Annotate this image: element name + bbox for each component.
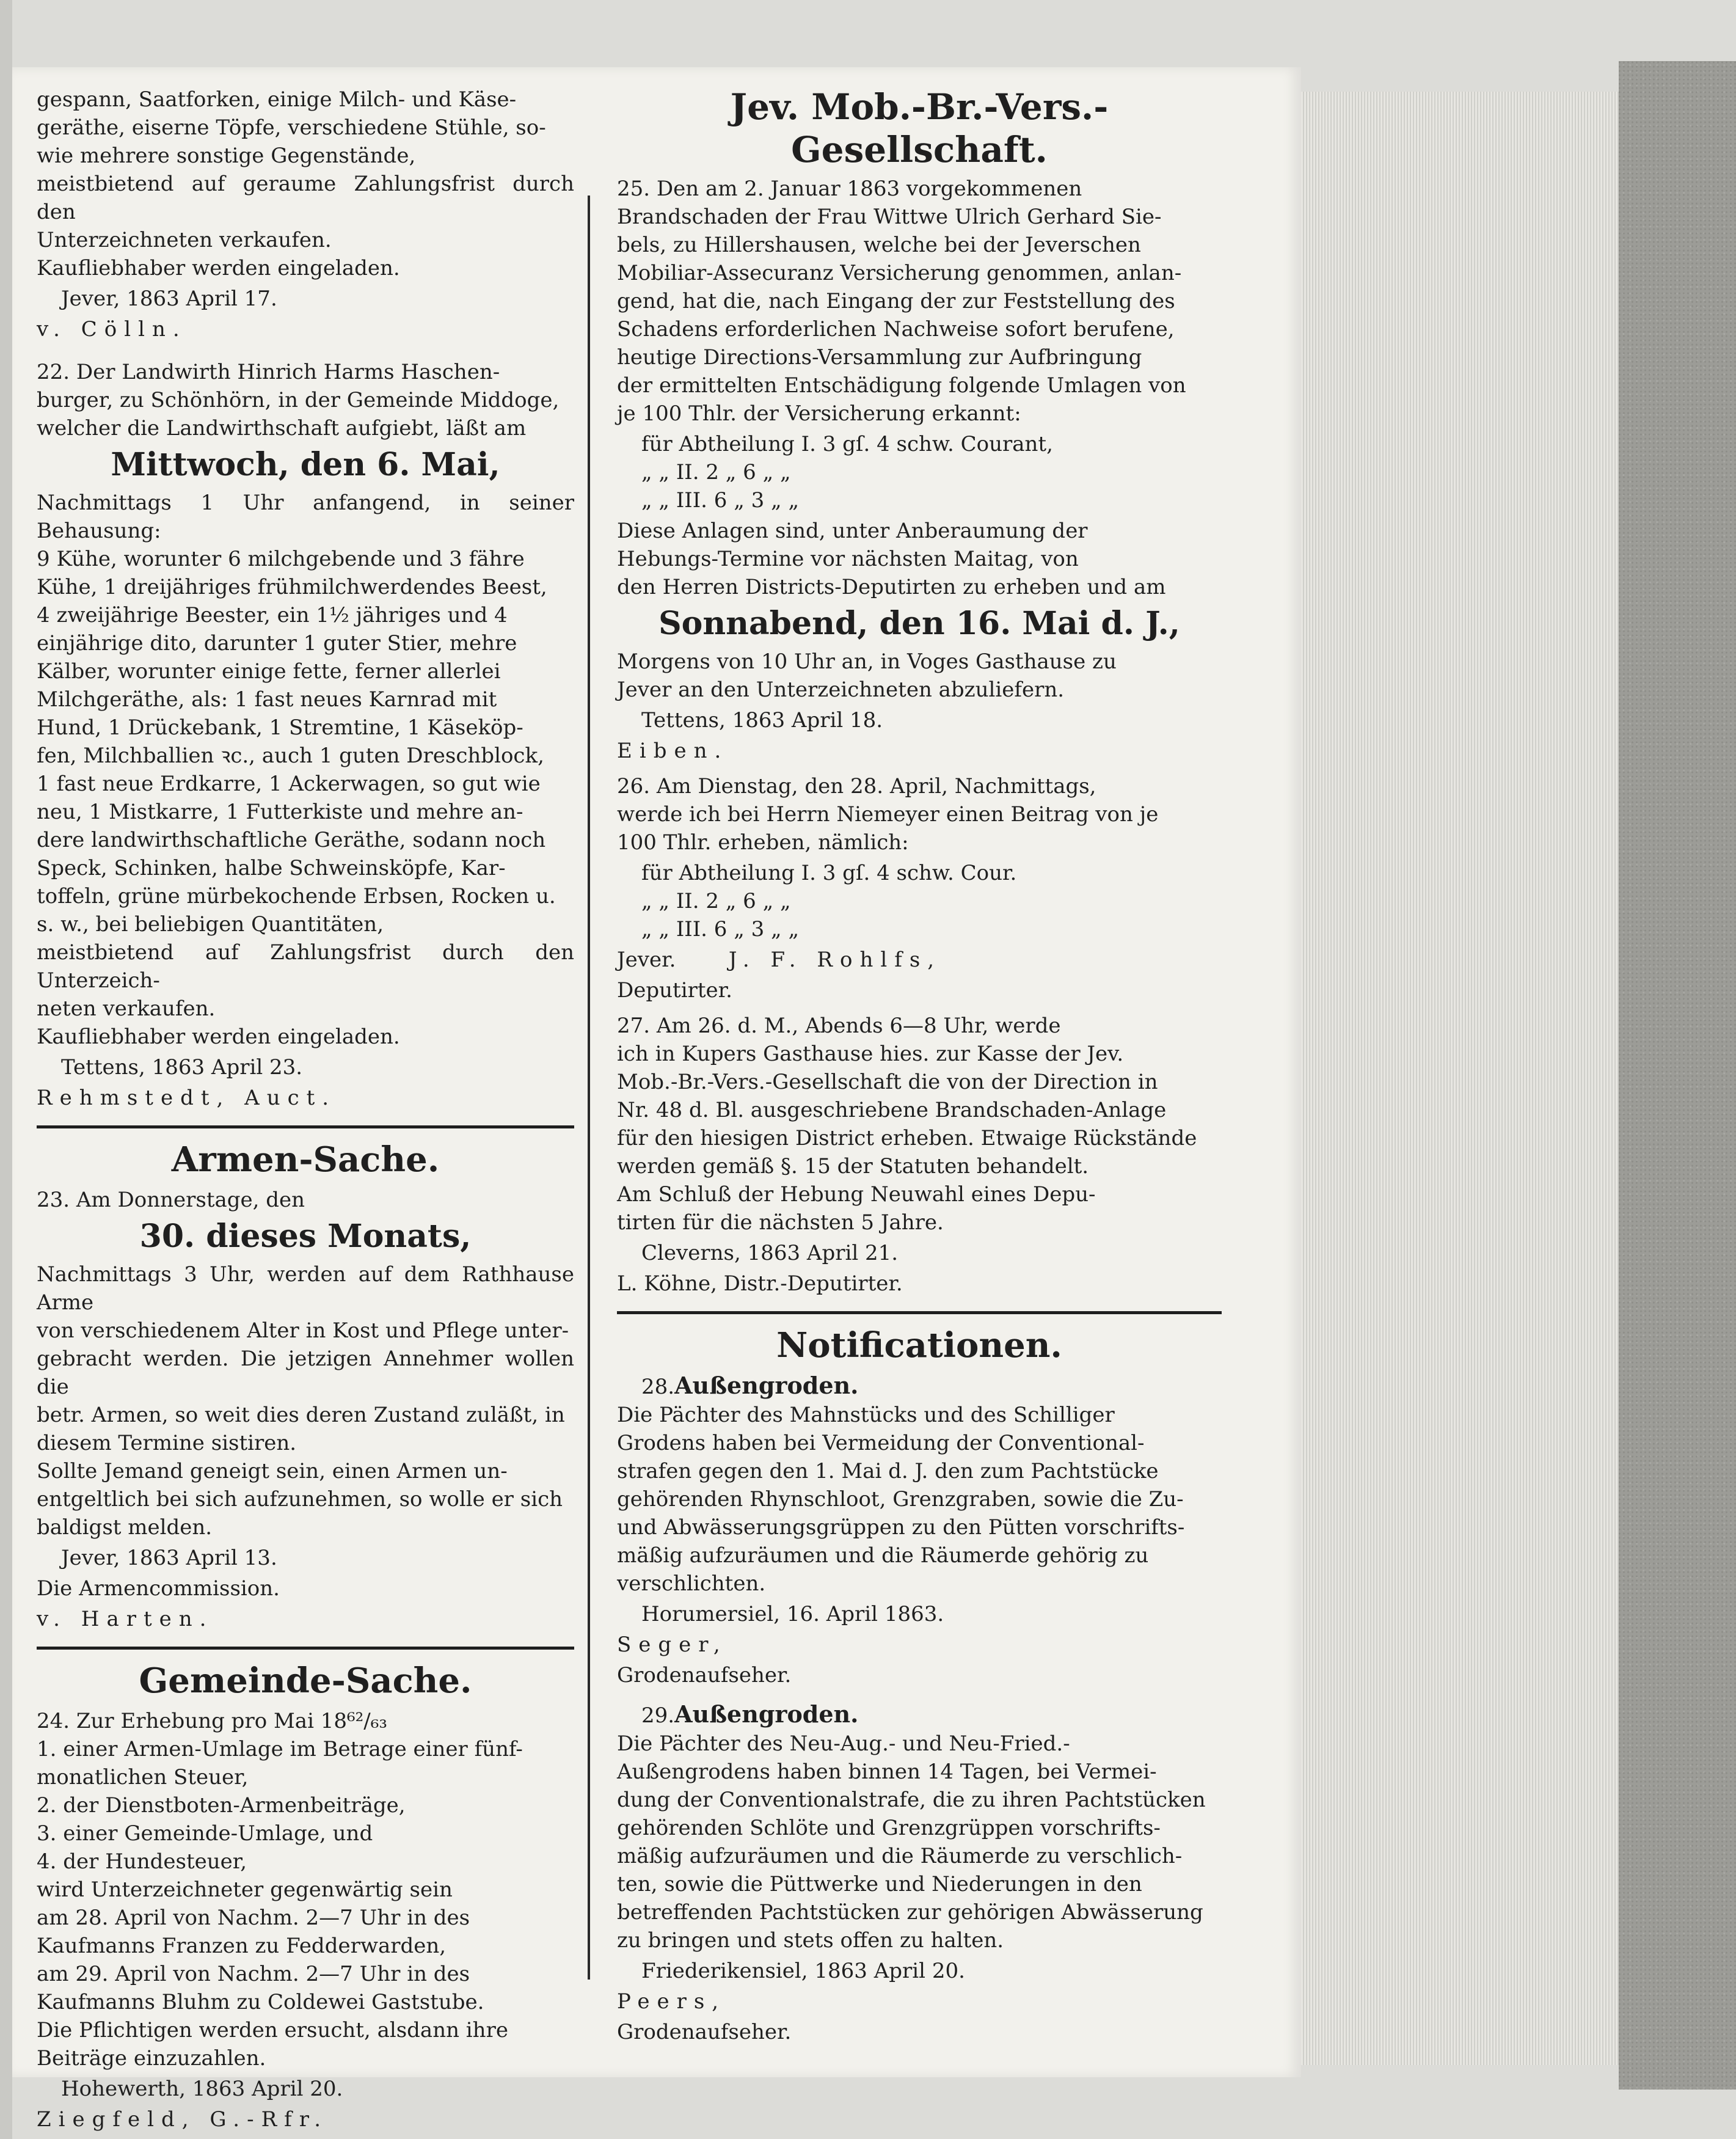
item25-place: Tettens, 1863 April 18. — [641, 708, 883, 733]
item25-body2: Morgens von 10 Uhr an, in Voges Gasthause zu Jever an den Unterzeichneten abzuliefern. — [617, 649, 1117, 702]
item22-signature: Rehmstedt, Auct. — [37, 1086, 337, 1110]
item29-role: Grodenaufseher. — [617, 2020, 792, 2044]
left-column — [37, 86, 574, 2136]
item23-date-heading: 30. dieses Monats, — [139, 1218, 472, 1255]
column-divider — [588, 196, 590, 1980]
item22-date-heading: Mittwoch, den 6. Mai, — [111, 446, 500, 483]
item26-signature: J. F. Rohlfs, — [728, 948, 942, 972]
gemeinde-sache-heading: Gemeinde-Sache. — [139, 1661, 472, 1701]
item29-body: Die Pächter des Neu-Aug.- und Neu-Fried.- Außengrodens haben binnen 14 Tagen, bei Vermei- dung der Conventionalstrafe, die zu ihren Pachtstücken gehörenden Schlöte und Grenzgrüppen vorschrifts- mäßig aufzuräumen und die Räumerde zu verschlich- ten, sowie die Püttwerke und Niederungen in den betreffenden Pachtstücken zur gehörigen Abwässerung zu bringen und stets offen zu halten. — [617, 1731, 1206, 1953]
item25-body: Diese Anlagen sind, unter Anberaumung der Hebungs-Termine vor nächsten Maitag, von den Herren Districts-Deputirten zu erheben und am — [617, 519, 1166, 599]
item24-text: 24. Zur Erhebung pro Mai 18⁶²/₆₃ 1. einer Armen-Umlage im Betrage einer fünf- monatlichen Steuer, 2. der Dienstboten-Armenbeiträge, 3. einer Gemeinde-Umlage, und 4. der Hundesteuer, wird Unterzeichneter gegenwärtig sein am 28. April von Nachm. 2—7 Uhr in des Kaufmanns Franzen zu Fedderwarden, am 29. April von Nachm. 2—7 Uhr in des Kaufmanns Bluhm zu Coldewei Gaststube. Die Pflichtigen werden ersucht, alsdann ihre Beiträge einzuzahlen. — [37, 1709, 523, 2071]
notificationen-heading: Notificationen. — [776, 1325, 1062, 1366]
item23-text: 23. Am Donnerstage, den — [37, 1188, 305, 1212]
section-rule — [617, 1311, 1222, 1314]
item29-signature: Peers, — [617, 1989, 726, 2014]
item23-organisation: Die Armencommission. — [37, 1576, 280, 1601]
item28-body: Die Pächter des Mahnstücks und des Schilliger Grodens haben bei Vermeidung der Conventional- strafen gegen den 1. Mai d. J. den zum Pachtstücke gehörenden Rhynschloot, Grenzgraben, sowie die Zu- und Abwässerungsgrüppen zu den Pütten vorschrifts- mäßig aufzuräumen und die Räumerde gehörig zu verschlichten. — [617, 1403, 1185, 1596]
adjacent-page-edge — [0, 0, 12, 2139]
item28-heading-line — [617, 1372, 1222, 1401]
item26-place: Jever. — [617, 948, 676, 972]
item26-role: Deputirter. — [617, 978, 732, 1003]
item22-text: 22. Der Landwirth Hinrich Harms Haschen- burger, zu Schönhörn, in der Gemeinde Middoge, welcher die Landwirthschaft aufgiebt, läßt am — [37, 360, 560, 441]
item28-place: Horumersiel, 16. April 1863. — [641, 1602, 944, 1626]
item22-place: Tettens, 1863 April 23. — [61, 1055, 303, 1080]
item25-date-heading: Sonnabend, den 16. Mai d. J., — [658, 605, 1180, 642]
item23-place: Jever, 1863 April 13. — [61, 1546, 277, 1570]
item21-text: gespann, Saatforken, einige Milch- und Käse- geräthe, eiserne Töpfe, verschiedene Stühle, so- wie mehrere sonstige Gegenstände, meistbietend auf geraume Zahlungsfrist durch den Unterzeichneten verkaufen. Kaufliebhaber werden eingeladen. — [37, 87, 574, 280]
armen-sache-heading: Armen-Sache. — [171, 1139, 440, 1180]
item26-text: 26. Am Dienstag, den 28. April, Nachmittags, werde ich bei Herrn Niemeyer einen Beitrag von je 100 Thlr. erheben, nämlich: — [617, 774, 1159, 855]
item29-place: Friederikensiel, 1863 April 20. — [641, 1959, 965, 1983]
item25-rates: für Abtheilung I. 3 gſ. 4 schw. Courant, „ „ II. 2 „ 6 „ „ „ „ III. 6 „ 3 „ „ — [641, 432, 1053, 513]
item27-text: 27. Am 26. d. M., Abends 6—8 Uhr, werde ich in Kupers Gasthause hies. zur Kasse der Jev. Mob.-Br.-Vers.-Gesellschaft die von der Direction in Nr. 48 d. Bl. ausgeschriebene Brandschaden-Anlage für den hiesigen District erheben. Etwaige Rückstände werden gemäß §. 15 der Statuten behandelt. Am Schluß der Hebung Neuwahl eines Depu- tirten für die nächsten 5 Jahre. — [617, 1014, 1197, 1235]
item29-heading: Außengroden. — [674, 1700, 859, 1728]
item24-place: Hohewerth, 1863 April 20. — [61, 2077, 343, 2101]
item26-rates: für Abtheilung I. 3 gſ. 4 schw. Cour. „ „ II. 2 „ 6 „ „ „ „ III. 6 „ 3 „ „ — [641, 861, 1017, 942]
item27-signature: L. Köhne, Distr.-Deputirter. — [617, 1271, 903, 1296]
item21-signature: v. Cölln. — [37, 317, 187, 342]
insurance-society-heading: Jev. Mob.-Br.-Vers.-Gesellschaft. — [730, 86, 1109, 170]
item28-role: Grodenaufseher. — [617, 1663, 792, 1687]
item25-signature: Eiben. — [617, 739, 729, 763]
item29-heading-line — [617, 1700, 1222, 1730]
item24-signature: Ziegfeld, G.-Rfr. — [37, 2107, 329, 2132]
item23-signature: v. Harten. — [37, 1607, 214, 1631]
item29-number: 29. — [641, 1703, 675, 1728]
item28-number: 28. — [641, 1375, 675, 1399]
book-page-edges — [1301, 92, 1619, 2065]
item26-place-sign — [617, 946, 1222, 974]
item27-place: Cleverns, 1863 April 21. — [641, 1241, 899, 1265]
item23-body: Nachmittags 3 Uhr, werden auf dem Rathhause Arme von verschiedenem Alter in Kost und Pflege unter- gebracht werden. Die jetzigen Annehmer wollen die betr. Armen, so weit dies deren Zustand zuläßt, in diesem Termine sistiren. Sollte Jemand geneigt sein, einen Armen un- entgeltlich bei sich aufzunehmen, so wolle er sich baldigst melden. — [37, 1262, 574, 1540]
item28-heading: Außengroden. — [674, 1372, 859, 1399]
section-rule — [37, 1647, 574, 1650]
item25-text: 25. Den am 2. Januar 1863 vorgekommenen Brandschaden der Frau Wittwe Ulrich Gerhard Sie- bels, zu Hillershausen, welche bei der Jeverschen Mobiliar-Assecuranz Versicherung genommen, anlan- gend, hat die, nach Eingang der zur Feststellung des Schadens erforderlichen Nachweise sofort berufene, heutige Directions-Versammlung zur Aufbringung der ermittelten Entschädigung folgende Umlagen von je 100 Thlr. der Versicherung erkannt: — [617, 177, 1186, 426]
right-column — [617, 86, 1222, 2049]
book-cover — [1619, 61, 1736, 2090]
item22-body: Nachmittags 1 Uhr anfangend, in seiner Behausung: 9 Kühe, worunter 6 milchgebende und 3 fähre Kühe, 1 dreijähriges frühmilchwerdendes Beest, 4 zweijährige Beester, ein 1½ jähriges und 4 einjährige dito, darunter 1 guter Stier, mehre Kälber, worunter einige fette, ferner allerlei Milchgeräthe, als: 1 fast neues Karnrad mit Hund, 1 Drückebank, 1 Stremtine, 1 Käseköp- fen, Milchballien ꝛc., auch 1 guten Dreschblock, 1 fast neue Erdkarre, 1 Ackerwagen, so gut wie neu, 1 Mistkarre, 1 Futterkiste und mehre an- dere landwirthschaftliche Geräthe, sodann noch Speck, Schinken, halbe Schweinsköpfe, Kar- toffeln, grüne mürbekochende Erbsen, Rocken u. s. w., bei beliebigen Quantitäten, meistbietend auf Zahlungsfrist durch den Unterzeich- neten verkaufen. Kaufliebhaber werden eingeladen. — [37, 491, 574, 1049]
section-rule — [37, 1125, 574, 1128]
item21-place: Jever, 1863 April 17. — [61, 287, 277, 311]
item28-signature: Seger, — [617, 1633, 728, 1657]
